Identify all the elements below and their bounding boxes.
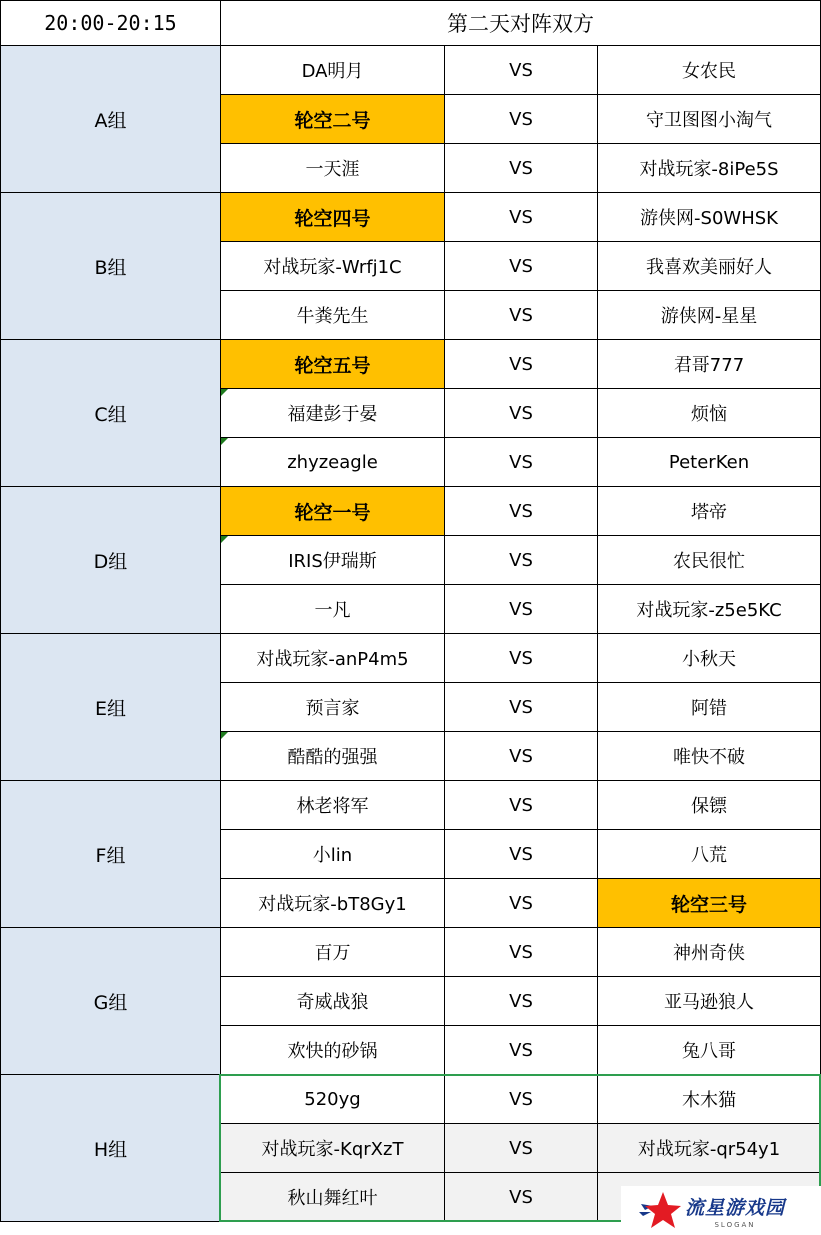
versus-cell[interactable]: VS <box>445 732 598 781</box>
player-two-cell[interactable]: 对战玩家-z5e5KC <box>598 585 821 634</box>
player-two-cell[interactable]: 烦恼 <box>598 389 821 438</box>
player-one-cell[interactable]: 一天涯 <box>221 144 445 193</box>
versus-cell[interactable]: VS <box>445 634 598 683</box>
player-one-cell[interactable]: 对战玩家-bT8Gy1 <box>221 879 445 928</box>
player-one-cell[interactable]: 酷酷的强强 <box>221 732 445 781</box>
group-label-cell[interactable]: G组 <box>0 928 221 1075</box>
shooting-star-icon <box>637 1190 681 1232</box>
player-two-cell[interactable]: 亚马逊狼人 <box>598 977 821 1026</box>
player-two-cell[interactable]: 木木猫 <box>598 1075 821 1124</box>
group-label-cell[interactable]: F组 <box>0 781 221 928</box>
versus-cell[interactable]: VS <box>445 1124 598 1173</box>
versus-cell[interactable]: VS <box>445 683 598 732</box>
versus-cell[interactable]: VS <box>445 977 598 1026</box>
versus-cell[interactable]: VS <box>445 389 598 438</box>
versus-cell[interactable]: VS <box>445 487 598 536</box>
versus-cell[interactable]: VS <box>445 830 598 879</box>
player-two-cell[interactable]: 游侠网-S0WHSK <box>598 193 821 242</box>
player-one-cell[interactable]: 秋山舞红叶 <box>221 1173 445 1222</box>
versus-cell[interactable]: VS <box>445 291 598 340</box>
player-one-cell[interactable]: 牛粪先生 <box>221 291 445 340</box>
time-header-cell[interactable]: 20:00-20:15 <box>0 0 221 46</box>
player-two-cell[interactable]: 保镖 <box>598 781 821 830</box>
player-one-cell[interactable]: 轮空四号 <box>221 193 445 242</box>
player-one-cell[interactable]: 对战玩家-Wrfj1C <box>221 242 445 291</box>
player-two-cell[interactable]: PeterKen <box>598 438 821 487</box>
versus-cell[interactable]: VS <box>445 928 598 977</box>
versus-cell[interactable]: VS <box>445 193 598 242</box>
title-header-cell[interactable]: 第二天对阵双方 <box>221 0 821 46</box>
player-one-cell[interactable]: 一凡 <box>221 585 445 634</box>
player-two-cell[interactable]: 小秋天 <box>598 634 821 683</box>
versus-cell[interactable]: VS <box>445 1026 598 1075</box>
player-one-cell[interactable]: 奇威战狼 <box>221 977 445 1026</box>
player-two-cell[interactable]: 女农民 <box>598 46 821 95</box>
watermark-text <box>685 1193 785 1229</box>
player-one-cell[interactable]: 对战玩家-KqrXzT <box>221 1124 445 1173</box>
player-two-cell[interactable]: 唯快不破 <box>598 732 821 781</box>
player-two-cell[interactable]: 轮空三号 <box>598 879 821 928</box>
player-one-cell[interactable]: 百万 <box>221 928 445 977</box>
group-label-cell[interactable]: B组 <box>0 193 221 340</box>
player-one-cell[interactable]: 小lin <box>221 830 445 879</box>
player-one-cell[interactable]: 对战玩家-anP4m5 <box>221 634 445 683</box>
versus-cell[interactable]: VS <box>445 585 598 634</box>
versus-cell[interactable]: VS <box>445 144 598 193</box>
versus-cell[interactable]: VS <box>445 1173 598 1222</box>
player-two-cell[interactable]: 神州奇侠 <box>598 928 821 977</box>
player-one-cell[interactable]: IRIS伊瑞斯 <box>221 536 445 585</box>
player-two-cell[interactable]: 对战玩家-8iPe5S <box>598 144 821 193</box>
player-two-cell[interactable]: 守卫图图小淘气 <box>598 95 821 144</box>
player-one-cell[interactable]: zhyzeagle <box>221 438 445 487</box>
versus-cell[interactable]: VS <box>445 242 598 291</box>
player-two-cell[interactable]: 八荒 <box>598 830 821 879</box>
watermark-slogan: SLOGAN <box>714 1220 756 1229</box>
versus-cell[interactable]: VS <box>445 95 598 144</box>
versus-cell[interactable]: VS <box>445 879 598 928</box>
player-one-cell[interactable]: 林老将军 <box>221 781 445 830</box>
player-two-cell[interactable]: 游侠网-星星 <box>598 291 821 340</box>
player-two-cell[interactable]: 塔帝 <box>598 487 821 536</box>
player-one-cell[interactable]: 轮空五号 <box>221 340 445 389</box>
group-label-cell[interactable]: A组 <box>0 46 221 193</box>
player-one-cell[interactable]: 欢快的砂锅 <box>221 1026 445 1075</box>
player-two-cell[interactable]: 阿错 <box>598 683 821 732</box>
player-two-cell[interactable]: 君哥777 <box>598 340 821 389</box>
group-label-cell[interactable]: E组 <box>0 634 221 781</box>
watermark-title: 流星游戏园 <box>685 1196 786 1219</box>
versus-cell[interactable]: VS <box>445 340 598 389</box>
player-two-cell[interactable]: 对战玩家-qr54y1 <box>598 1124 821 1173</box>
player-two-cell[interactable]: 我喜欢美丽好人 <box>598 242 821 291</box>
versus-cell[interactable]: VS <box>445 536 598 585</box>
player-one-cell[interactable]: 预言家 <box>221 683 445 732</box>
group-label-cell[interactable]: D组 <box>0 487 221 634</box>
versus-cell[interactable]: VS <box>445 438 598 487</box>
player-two-cell[interactable]: 农民很忙 <box>598 536 821 585</box>
player-two-cell[interactable]: 兔八哥 <box>598 1026 821 1075</box>
player-one-cell[interactable]: 520yg <box>221 1075 445 1124</box>
player-one-cell[interactable]: 轮空一号 <box>221 487 445 536</box>
watermark-logo <box>621 1186 821 1235</box>
group-label-cell[interactable]: C组 <box>0 340 221 487</box>
versus-cell[interactable]: VS <box>445 46 598 95</box>
versus-cell[interactable]: VS <box>445 1075 598 1124</box>
group-label-cell[interactable]: H组 <box>0 1075 221 1222</box>
versus-cell[interactable]: VS <box>445 781 598 830</box>
player-one-cell[interactable]: 福建彭于晏 <box>221 389 445 438</box>
player-one-cell[interactable]: DA明月 <box>221 46 445 95</box>
player-one-cell[interactable]: 轮空二号 <box>221 95 445 144</box>
